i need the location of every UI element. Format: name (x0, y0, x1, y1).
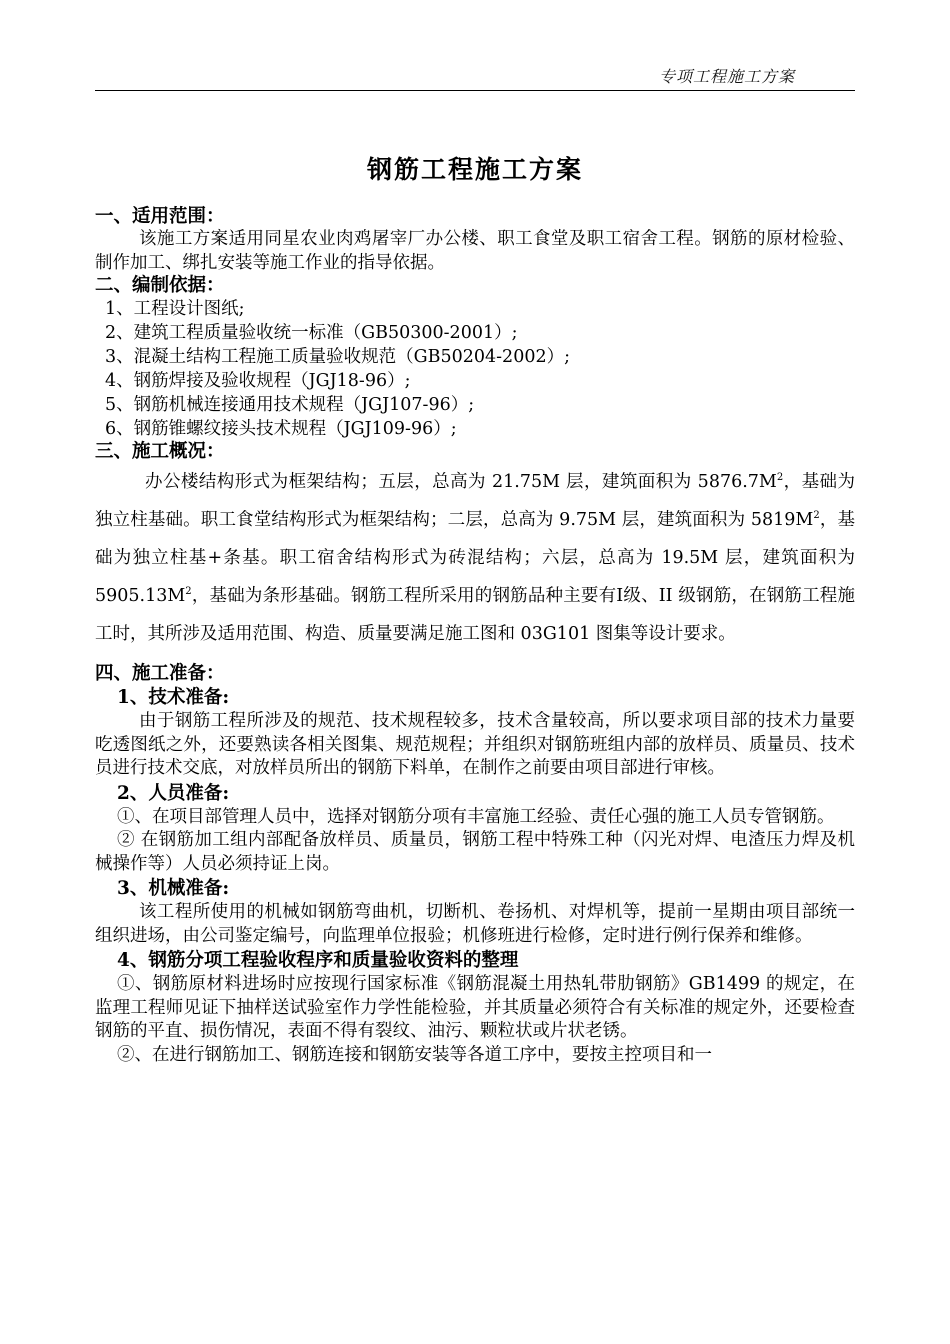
basis-item: 1、工程设计图纸; (105, 299, 245, 319)
machinery-paragraph: 该工程所使用的机械如钢筋弯曲机，切断机、卷扬机、对焊机等，提前一星期由项目部统一组织进场，由公司鉴定编号，向监理单位报验；机修班进行检修，定时进行例行保养和维修。 (95, 902, 855, 946)
document-body (95, 206, 855, 1067)
technical-paragraph: 由于钢筋工程所涉及的规范、技术规程较多，技术含量较高，所以要求项目部的技术力量要吃透图纸之外，还要熟读各相关图集、规范规程；并组织对钢筋班组内部的放样员、质量员、技术员进行技术交底，对放样员所出的钢筋下料单，在制作之前要由项目部进行审核。 (95, 711, 855, 778)
superscript-2: 2 (813, 510, 820, 522)
scope-paragraph: 该施工方案适用同星农业肉鸡屠宰厂办公楼、职工食堂及职工宿舍工程。钢筋的原材检验、制作加工、绑扎安装等施工作业的指导依据。 (95, 229, 855, 273)
personnel-paragraph-1: ①、在项目部管理人员中，选择对钢筋分项有丰富施工经验、责任心强的施工人员专管钢筋。 (117, 806, 835, 827)
subheading-machinery: 3、机械准备: (117, 878, 230, 899)
overview-text-a: 办公楼结构形式为框架结构；五层，总高为 21.75M 层，建筑面积为 5876.7M (145, 472, 777, 492)
overview-paragraph (95, 463, 855, 653)
section-heading-scope: 一、适用范围： (95, 206, 225, 227)
superscript-2: 2 (185, 586, 192, 598)
basis-item: 5、钢筋机械连接通用技术规程（JGJ107-96）; (105, 395, 475, 415)
superscript-2: 2 (776, 472, 784, 484)
subheading-personnel: 2、人员准备: (117, 782, 230, 804)
document-page (95, 0, 855, 1344)
section-heading-preparation: 四、施工准备： (95, 663, 225, 684)
section-heading-basis: 二、编制依据： (95, 275, 225, 296)
acceptance-paragraph-2: ②、在进行钢筋加工、钢筋连接和钢筋安装等各道工序中，要按主控项目和一 (117, 1044, 712, 1065)
overview-text-d: ，基础为条形基础。钢筋工程所采用的钢筋品种主要有Ⅰ级、II 级钢筋，在钢筋工程施工时，其所涉及适用范围、构造、质量要满足施工图和 03G101 图集等设计要求。 (95, 586, 855, 644)
basis-item: 6、钢筋锥螺纹接头技术规程（JGJ109-96）; (105, 419, 457, 439)
personnel-paragraph-2: ② 在钢筋加工组内部配备放样员、质量员，钢筋工程中特殊工种（闪光对焊、电渣压力焊及机械操作等）人员必须持证上岗。 (95, 830, 855, 874)
overview-text-c: ，基础为独立柱基+条基。职工宿舍结构形式为砖混结构；六层，总高为 19.5M 层，建筑面积为 5905.13M (95, 510, 856, 606)
section-heading-overview: 三、施工概况： (95, 441, 225, 462)
overview-text-b: ，基础为独立柱基础。职工食堂结构形式为框架结构；二层，总高为 9.75M 层，建筑面积为 5819M (95, 472, 856, 530)
acceptance-paragraph-1: ①、钢筋原材料进场时应按现行国家标准《钢筋混凝土用热轧带肋钢筋》GB1499 的规定，在监理工程师见证下抽样送试验室作力学性能检验，并其质量必须符合有关标准的规定外，还要检查钢筋的平直、损伤情况，表面不得有裂纹、油污、颗粒状或片状老锈。 (95, 974, 855, 1041)
header-rule (95, 90, 855, 91)
running-header: 专项工程施工方案 (658, 67, 795, 86)
document-title: 钢筋工程施工方案 (366, 155, 583, 184)
basis-item: 3、混凝土结构工程施工质量验收规范（GB50204-2002）; (105, 347, 570, 367)
basis-item: 4、钢筋焊接及验收规程（JGJ18-96）; (105, 371, 411, 391)
subheading-acceptance: 4、钢筋分项工程验收程序和质量验收资料的整理 (117, 950, 519, 971)
basis-item: 2、建筑工程质量验收统一标准（GB50300-2001）; (105, 323, 518, 343)
subheading-technical: 1、技术准备: (117, 687, 230, 708)
